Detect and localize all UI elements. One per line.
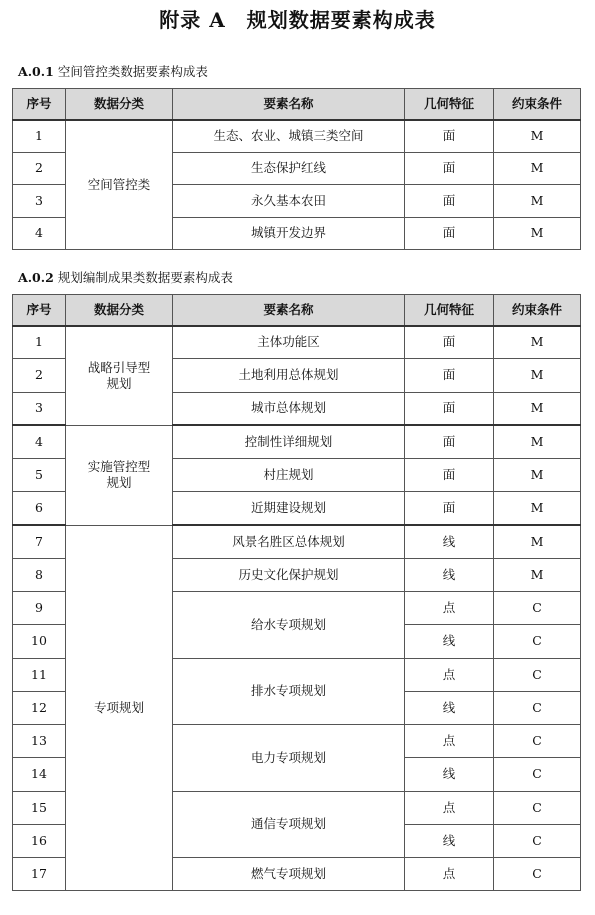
header-constraint: 约束条件 — [494, 89, 581, 120]
table-header-row — [13, 89, 581, 120]
geometry-cell: 面 — [405, 217, 494, 250]
constraint-cell: M — [494, 558, 581, 591]
row-number-cell: 9 — [13, 592, 66, 625]
row-number-cell: 1 — [13, 120, 66, 153]
category-cell: 专项规划 — [66, 525, 173, 891]
constraint-cell: M — [494, 185, 581, 218]
geometry-cell: 面 — [405, 120, 494, 153]
element-name-cell: 生态保护红线 — [173, 152, 405, 185]
row-number-cell: 3 — [13, 392, 66, 425]
table1-caption-text: 空间管控类数据要素构成表 — [57, 64, 208, 79]
geometry-cell: 面 — [405, 359, 494, 392]
element-name-cell: 近期建设规划 — [173, 492, 405, 525]
header-category: 数据分类 — [66, 295, 173, 326]
geometry-cell: 线 — [405, 558, 494, 591]
table-row — [13, 425, 581, 458]
constraint-cell: M — [494, 392, 581, 425]
geometry-cell: 面 — [405, 459, 494, 492]
header-geometry: 几何特征 — [405, 295, 494, 326]
constraint-cell: C — [494, 824, 581, 857]
row-number-cell: 4 — [13, 217, 66, 250]
geometry-cell: 点 — [405, 592, 494, 625]
element-name-cell: 城镇开发边界 — [173, 217, 405, 250]
constraint-cell: C — [494, 658, 581, 691]
element-name-cell: 主体功能区 — [173, 326, 405, 359]
row-number-cell: 15 — [13, 791, 66, 824]
constraint-cell: M — [494, 217, 581, 250]
table-row — [13, 120, 581, 153]
element-name-cell: 城市总体规划 — [173, 392, 405, 425]
space-control-table — [12, 88, 581, 250]
element-name-cell: 村庄规划 — [173, 459, 405, 492]
geometry-cell: 线 — [405, 625, 494, 658]
row-number-cell: 16 — [13, 824, 66, 857]
row-number-cell: 14 — [13, 758, 66, 791]
header-no: 序号 — [13, 295, 66, 326]
row-number-cell: 7 — [13, 525, 66, 558]
table-row — [13, 525, 581, 558]
element-name-cell: 生态、农业、城镇三类空间 — [173, 120, 405, 153]
row-number-cell: 11 — [13, 658, 66, 691]
geometry-cell: 面 — [405, 425, 494, 458]
category-cell: 实施管控型 规划 — [66, 425, 173, 525]
constraint-cell: C — [494, 858, 581, 891]
element-name-cell: 风景名胜区总体规划 — [173, 525, 405, 558]
row-number-cell: 8 — [13, 558, 66, 591]
constraint-cell: M — [494, 459, 581, 492]
element-name-cell: 土地利用总体规划 — [173, 359, 405, 392]
constraint-cell: C — [494, 758, 581, 791]
table2-caption-text: 规划编制成果类数据要素构成表 — [57, 270, 233, 285]
geometry-cell: 线 — [405, 525, 494, 558]
constraint-cell: M — [494, 425, 581, 458]
table-row — [13, 326, 581, 359]
geometry-cell: 面 — [405, 326, 494, 359]
table-header-row — [13, 295, 581, 326]
geometry-cell: 点 — [405, 725, 494, 758]
geometry-cell: 线 — [405, 824, 494, 857]
row-number-cell: 5 — [13, 459, 66, 492]
row-number-cell: 2 — [13, 359, 66, 392]
constraint-cell: M — [494, 120, 581, 153]
constraint-cell: C — [494, 791, 581, 824]
element-name-cell: 给水专项规划 — [173, 592, 405, 659]
geometry-cell: 点 — [405, 858, 494, 891]
element-name-cell: 通信专项规划 — [173, 791, 405, 858]
constraint-cell: M — [494, 326, 581, 359]
geometry-cell: 线 — [405, 758, 494, 791]
geometry-cell: 点 — [405, 658, 494, 691]
row-number-cell: 13 — [13, 725, 66, 758]
geometry-cell: 面 — [405, 152, 494, 185]
constraint-cell: M — [494, 492, 581, 525]
table2-caption-number: A.0.2 — [18, 270, 54, 285]
geometry-cell: 线 — [405, 691, 494, 724]
constraint-cell: C — [494, 725, 581, 758]
table2-caption — [18, 268, 233, 286]
header-no: 序号 — [13, 89, 66, 120]
row-number-cell: 17 — [13, 858, 66, 891]
table1-caption-number: A.0.1 — [18, 64, 54, 79]
row-number-cell: 10 — [13, 625, 66, 658]
geometry-cell: 面 — [405, 392, 494, 425]
constraint-cell: C — [494, 691, 581, 724]
constraint-cell: M — [494, 359, 581, 392]
element-name-cell: 历史文化保护规划 — [173, 558, 405, 591]
constraint-cell: M — [494, 152, 581, 185]
category-cell: 空间管控类 — [66, 120, 173, 250]
element-name-cell: 永久基本农田 — [173, 185, 405, 218]
row-number-cell: 2 — [13, 152, 66, 185]
geometry-cell: 面 — [405, 492, 494, 525]
table1-body — [13, 120, 581, 250]
row-number-cell: 4 — [13, 425, 66, 458]
constraint-cell: C — [494, 592, 581, 625]
element-name-cell: 燃气专项规划 — [173, 858, 405, 891]
element-name-cell: 电力专项规划 — [173, 725, 405, 792]
geometry-cell: 面 — [405, 185, 494, 218]
table2-body — [13, 326, 581, 891]
element-name-cell: 控制性详细规划 — [173, 425, 405, 458]
geometry-cell: 点 — [405, 791, 494, 824]
header-constraint: 约束条件 — [494, 295, 581, 326]
page-title: 附录 A 规划数据要素构成表 — [159, 8, 436, 32]
row-number-cell: 1 — [13, 326, 66, 359]
category-cell: 战略引导型 规划 — [66, 326, 173, 426]
header-category: 数据分类 — [66, 89, 173, 120]
constraint-cell: M — [494, 525, 581, 558]
header-geometry: 几何特征 — [405, 89, 494, 120]
table1-caption — [18, 62, 208, 80]
element-name-cell: 排水专项规划 — [173, 658, 405, 725]
row-number-cell: 6 — [13, 492, 66, 525]
row-number-cell: 12 — [13, 691, 66, 724]
row-number-cell: 3 — [13, 185, 66, 218]
header-element-name: 要素名称 — [173, 89, 405, 120]
header-element-name: 要素名称 — [173, 295, 405, 326]
plan-results-table — [12, 294, 581, 891]
constraint-cell: C — [494, 625, 581, 658]
